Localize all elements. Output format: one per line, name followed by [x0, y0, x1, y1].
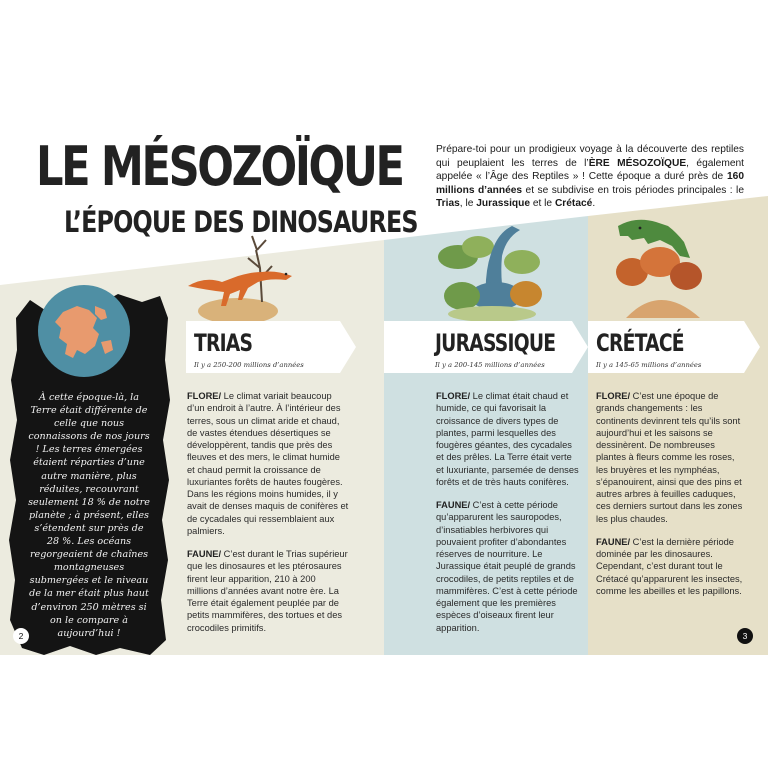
jurassique-faune: FAUNE/ C’est à cette période qu’apparurent les sauropodes, d’insatiables herbivores qui pouvaient profiter d’abondantes réserves de nourriture. Le Jurassique était peuplé de grands crocodiles, de petits reptiles et de mammifères. C’est à cette période également que les premières espèces d’oiseaux firent leur apparition.: [436, 500, 578, 633]
jurassique-column: [436, 390, 582, 645]
jurassique-tag: [384, 321, 588, 369]
cretace-column: [596, 390, 744, 608]
jurassique-age: Il y a 200-145 millions d’années: [435, 361, 545, 369]
trias-faune: FAUNE/ C’est durant le Trias supérieur que les dinosaures et les ptérosaures firent leur apparition, 210 à 200 millions d’années avant notre ère. La Terre était également peuplée par de petits mammifères, des tortues et des crocodiles primitifs.: [187, 549, 348, 633]
cretace-faune: FAUNE/ C’est la dernière période dominée par les dinosaures. Cependant, c’est durant tout le Crétacé qu’apparurent les insectes, comme les abeilles et les papillons.: [596, 536, 743, 596]
trias-age: Il y a 250-200 millions d’années: [194, 361, 304, 369]
page-title: LE MÉSOZOÏQUE: [36, 135, 403, 198]
cretace-title: CRÉTACÉ: [596, 329, 684, 357]
intro-paragraph: Prépare-toi pour un prodigieux voyage à la découverte des reptiles qui peuplaient les terres de l’ÈRE MÉSOZOÏQUE, également appelée « l’Âge des Reptiles » ! Cette époque a duré près de 160 millions d’années et se subdivise en trois périodes principales : le Trias, le Jurassique et le Crétacé.: [436, 144, 744, 210]
jurassique-flore: FLORE/ Le climat était chaud et humide, ce qui favorisait la croissance de divers types de plantes, parmi lesquelles des fougères géantes, des cycadales et des prêles. La Terre était verte et luxuriante, parsemée de denses forêts et de très hauts conifères.: [436, 391, 579, 487]
jurassique-title: JURASSIQUE: [435, 329, 556, 357]
trias-tag: [186, 321, 356, 369]
sidebar-text: À cette époque-là, la Terre était différente de celle que nous connaissons de nos jours ! Les terres émergées étaient réparties d’une autre manière, plus réduites, recouvrant seulement 18 % de notre planète ; à présent, elles s’étendent sur près de 28 %. Les océans regorgeaient de chaînes montagneuses submergées et le niveau de la mer était plus haut d’environ 250 mètres si on le compare à aujourd’hui !: [28, 392, 150, 639]
page-subtitle: L’ÉPOQUE DES DINOSAURES: [64, 205, 418, 239]
pangaea-globe-icon: [37, 284, 131, 378]
page-number-left: 2: [13, 628, 29, 644]
cretace-flore: FLORE/ C’est une époque de grands changements : les continents devinrent tels qu’ils sont aujourd’hui et les saisons se dessinèrent. De nombreuses plantes à fleurs comme les roses, les bruyères et les nymphéas, s’épanouirent, ainsi que des pins et autres arbres à feuilles caduques, ces derniers surtout dans les zones les plus chaudes.: [596, 391, 743, 524]
page-number-right: 3: [737, 628, 753, 644]
trias-column: [187, 390, 349, 645]
cretace-age: Il y a 145-65 millions d’années: [596, 361, 702, 369]
cretace-tag: [588, 321, 760, 369]
trias-flore: FLORE/ Le climat variait beaucoup d’un endroit à l’autre. À l’intérieur des terres, sous un climat aride et chaud, de vastes étendues désertiques se développèrent, tandis que près des fleuves et des mers, le climat humide et chaud permit la croissance de luxuriantes forêts de hautes fougères. Dans les régions moins humides, il y avait de denses maquis de conifères et de cycadales qui ressemblaient aux palmiers.: [187, 391, 349, 536]
trias-title: TRIAS: [194, 329, 253, 357]
